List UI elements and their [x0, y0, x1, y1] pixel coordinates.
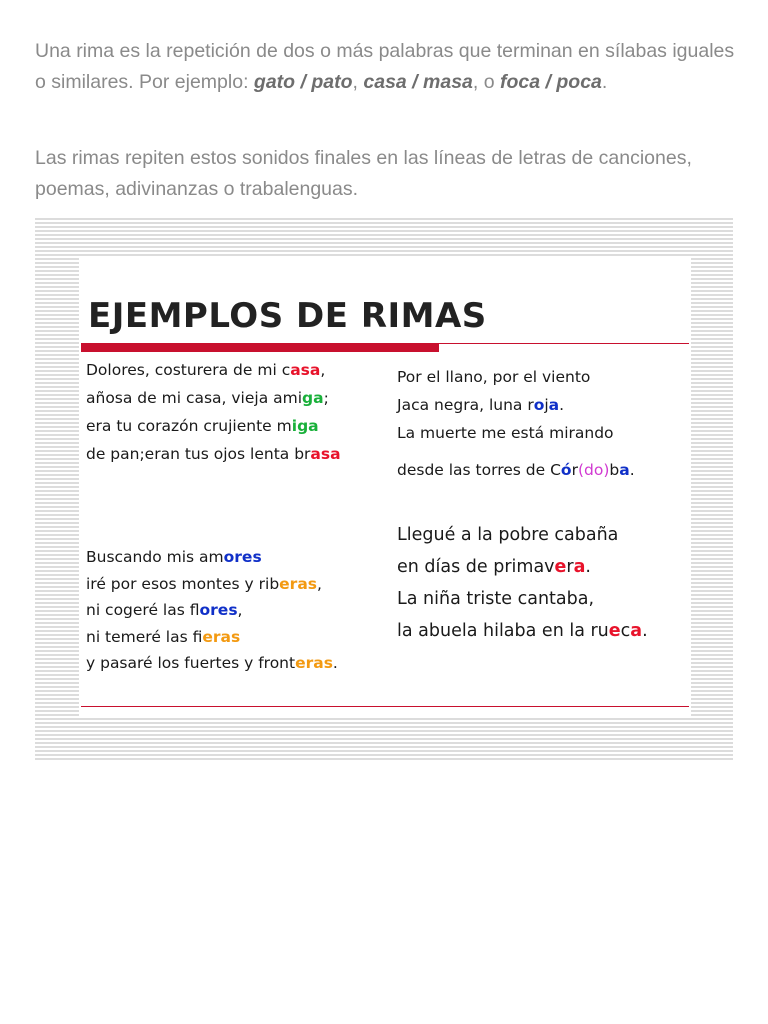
rhyme-highlight: eras	[295, 654, 333, 672]
line-punctuation: .	[585, 557, 591, 577]
intro-paragraph-definition	[35, 36, 738, 98]
rhyme-highlight: eras	[202, 627, 241, 646]
rhyme-highlight: a	[548, 396, 560, 414]
poem-line	[86, 544, 338, 571]
rhyme-highlight: asa	[290, 361, 321, 379]
rhyme-highlight: e	[554, 557, 567, 577]
poem-line: Llegué a la pobre cabaña	[397, 525, 619, 545]
line-text: Dolores, costurera de mi c	[86, 361, 291, 379]
line-text: ni temeré las fi	[86, 627, 203, 646]
figure-title: EJEMPLOS DE RIMAS	[88, 296, 487, 336]
example-separator: /	[406, 71, 424, 93]
line-text: la abuela hilaba en la ru	[397, 621, 609, 641]
example-word-foca: foca	[500, 71, 541, 93]
line-text: r	[566, 557, 574, 577]
rhymes-card	[79, 258, 691, 716]
line-text: Jaca negra, luna r	[397, 396, 534, 414]
example-word-poca: poca	[556, 71, 602, 93]
rhyme-highlight: eras	[279, 574, 318, 593]
line-punctuation: .	[642, 621, 648, 641]
rhyme-highlight: ga	[302, 389, 324, 407]
line-punctuation: .	[332, 654, 338, 672]
example-comma: ,	[352, 71, 364, 93]
line-text: era tu corazón crujiente m	[86, 417, 292, 435]
line-punctuation: ,	[317, 574, 322, 593]
poem-line	[397, 391, 635, 419]
line-punctuation: ;	[323, 389, 329, 407]
intro-period: .	[601, 71, 608, 93]
syllable-highlight: (do)	[577, 461, 610, 479]
poem-line: La niña triste cantaba,	[397, 589, 595, 609]
intro-text: Una rima es la repetición de dos o más palabras que terminan en sílabas iguales o similares. Por ejemplo:	[35, 40, 735, 93]
title-accent-bar	[81, 344, 439, 352]
example-separator: /	[295, 71, 312, 93]
poem-line	[397, 615, 648, 647]
poem-line	[86, 412, 341, 440]
rhyme-highlight: e	[608, 621, 621, 641]
line-text: desde las torres de C	[397, 461, 561, 479]
poem-bottom-left	[86, 544, 338, 677]
line-text: c	[620, 621, 631, 641]
line-text: r	[571, 461, 578, 479]
poem-line: La muerte me está mirando	[397, 424, 614, 442]
poem-line	[86, 597, 338, 624]
line-text: b	[609, 461, 620, 479]
rhyme-highlight: o	[533, 396, 545, 414]
line-text: añosa de mi casa, vieja ami	[86, 389, 303, 407]
rhyme-highlight: asa	[310, 445, 341, 463]
bottom-divider	[81, 706, 689, 707]
rhyme-highlight: ores	[223, 548, 262, 566]
line-punctuation: .	[559, 396, 565, 414]
line-text: de pan;eran tus ojos lenta br	[86, 445, 311, 463]
line-punctuation: ,	[237, 601, 243, 619]
line-text: en días de primav	[397, 557, 555, 577]
example-word-gato: gato	[253, 71, 296, 93]
example-conjunction: , o	[472, 71, 501, 93]
line-text: j	[544, 396, 549, 414]
line-punctuation: ,	[320, 361, 326, 379]
poem-top-left	[86, 356, 341, 468]
line-text: iré por esos montes y rib	[86, 574, 280, 593]
poem-line	[86, 384, 341, 412]
intro-paragraph-usage: Las rimas repiten estos sonidos finales en las líneas de letras de canciones, poemas, adivinanzas o trabalenguas.	[35, 147, 692, 200]
poem-line	[86, 571, 338, 598]
line-text: y pasaré los fuertes y front	[86, 654, 296, 672]
rhyme-highlight: a	[630, 621, 643, 641]
example-word-pato: pato	[311, 71, 353, 93]
poem-top-right	[397, 363, 635, 484]
poem-line	[86, 650, 338, 677]
poem-line	[86, 356, 341, 384]
example-word-casa: casa	[363, 71, 407, 93]
line-text: Buscando mis am	[86, 548, 224, 566]
line-text: ni cogeré las fl	[86, 601, 200, 619]
example-word-masa: masa	[423, 71, 473, 93]
poem-line	[86, 624, 338, 651]
line-punctuation: .	[629, 461, 635, 479]
rhyme-highlight: a	[573, 557, 586, 577]
poem-line	[397, 551, 648, 583]
rhyme-highlight: ores	[199, 601, 238, 619]
rhyme-highlight: ó	[560, 461, 572, 479]
poem-line: Por el llano, por el viento	[397, 368, 591, 386]
rhyme-highlight: iga	[291, 417, 319, 435]
poem-line	[86, 440, 341, 468]
poem-line	[397, 456, 635, 484]
example-separator: /	[540, 71, 557, 93]
poem-bottom-right	[397, 519, 648, 647]
rhyme-highlight: a	[619, 461, 630, 479]
rhymes-example-image	[35, 218, 733, 761]
